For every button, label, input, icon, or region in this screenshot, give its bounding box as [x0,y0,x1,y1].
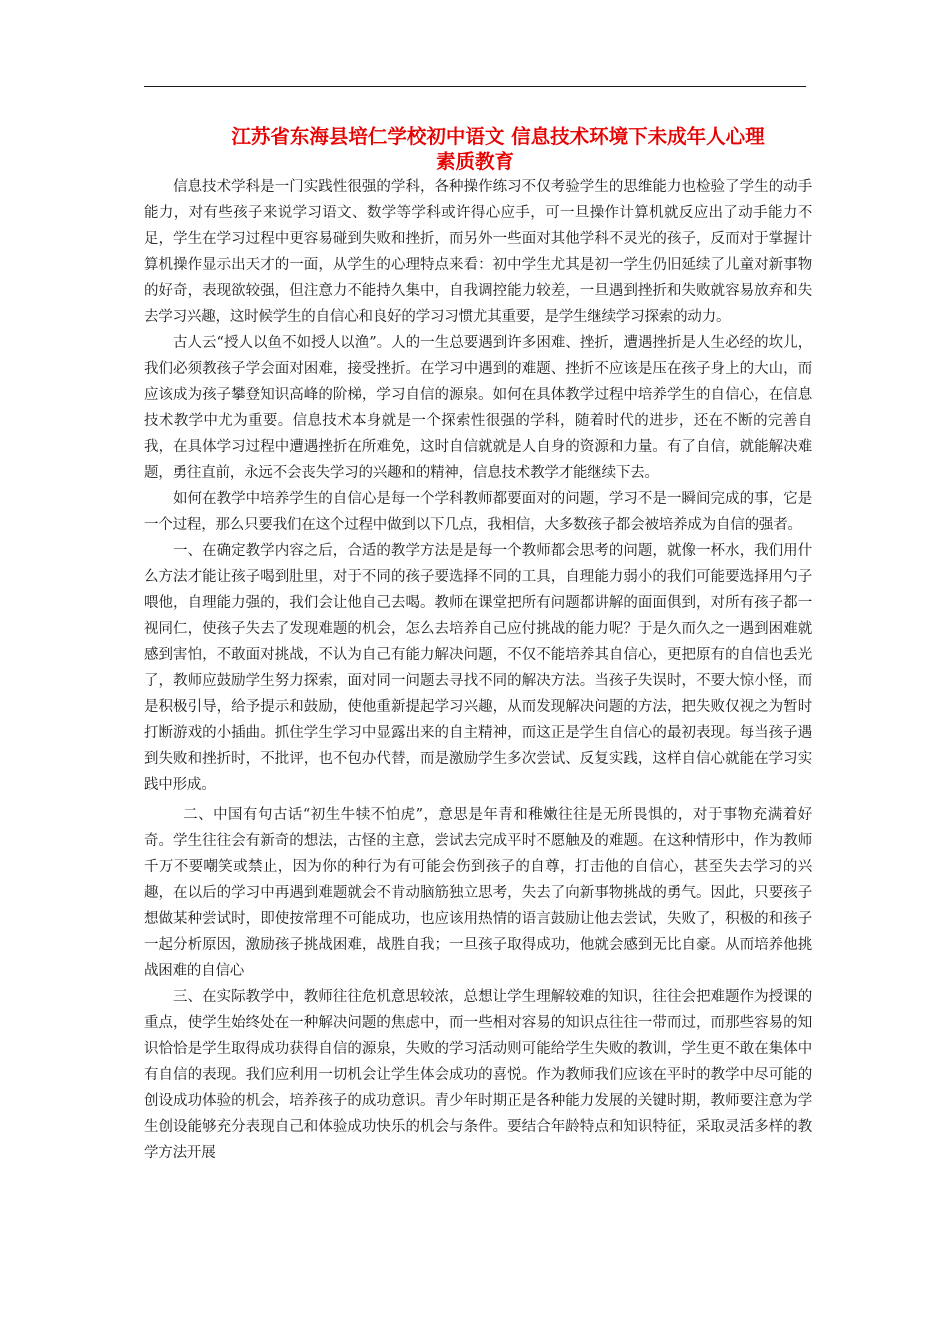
title-line-2: 素质教育 [435,150,514,173]
title-line-1: 江苏省东海县培仁学校初中语文 信息技术环境下未成年人心理 [231,125,765,148]
paragraph-point-one: 一、在确定教学内容之后，合适的教学方法是是每一个教师都会思考的问题，就像一杯水，我们用什么方法才能让孩子喝到肚里，对于不同的孩子要选择不同的工具，自理能力弱小的我们可能要选择用勺子喂他，自理能力强的，我们会让他自己去喝。教师在课堂把所有问题都讲解的面面俱到，对所有孩子都一视同仁，使孩子失去了发现难题的机会，怎么去培养自己应付挑战的能力呢？于是久而久之一遇到困难就感到害怕，不敢面对挑战，不认为自己有能力解决问题，不仅不能培养其自信心，更把原有的自信也丢光了，教师应鼓励学生努力探索，面对同一问题去寻找不同的解决方法。当孩子失误时，不要大惊小怪，而是积极引导，给予提示和鼓励，使他重新提起学习兴趣，从而发现解决问题的方法，把失败仅视之为暂时打断游戏的小插曲。抓住学生学习中显露出来的自主精神，而这正是学生自信心的最初表现。每当孩子遇到失败和挫折时，不批评，也不包办代替，而是激励学生多次尝试、反复实践，这样自信心就能在学习实践中形成。 [144,543,812,793]
paragraph-point-two: 二、中国有句古话“初生牛犊不怕虎”，意思是年青和稚嫩往往是无所畏惧的，对于事物充满着好奇。学生往往会有新奇的想法，古怪的主意，尝试去完成平时不愿触及的难题。在这种情形中，作为教师千万不要嘲笑或禁止，因为你的种行为有可能会伤到孩子的自尊，打击他的自信心，甚至失去学习的兴趣，在以后的学习中再遇到难题就会不肯动脑筋独立思考，失去了向新事物挑战的勇气。因此，只要孩子想做某种尝试时，即使按常理不可能成功，也应该用热情的语言鼓励让他去尝试，失败了，积极的和孩子一起分析原因，激励孩子挑战困难，战胜自我；一旦孩子取得成功，他就会感到无比自豪。从而培养他挑战困难的自信心 [144,807,812,979]
document-body [144,174,812,1166]
paragraph-intro: 信息技术学科是一门实践性很强的学科，各种操作练习不仅考验学生的思维能力也检验了学生的动手能力，对有些孩子来说学习语文、数学等学科或许得心应手，可一旦操作计算机就反应出了动手能力不足，学生在学习过程中更容易碰到失败和挫折，而另外一些面对其他学科不灵光的孩子，反而对于掌握计算机操作显示出天才的一面，从学生的心理特点来看：初中学生尤其是初一学生仍旧延续了儿童对新事物的好奇，表现欲较强，但注意力不能持久集中，自我调控能力较差，一旦遇到挫折和失败就容易放弃和失去学习兴趣，这时候学生的自信心和良好的学习习惯尤其重要，是学生继续学习探索的动力。 [144,179,812,325]
paragraph-proverb: 古人云“授人以鱼不如授人以渔”。人的一生总要遇到许多困难、挫折，遭遇挫折是人生必经的坎儿，我们必须教孩子学会面对困难，接受挫折。在学习中遇到的难题、挫折不应该是压在孩子身上的大山，而应该成为孩子攀登知识高峰的阶梯，学习自信的源泉。如何在具体教学过程中培养学生的自信心，在信息技术教学中尤为重要。信息技术本身就是一个探索性很强的学科，随着时代的进步，还在不断的完善自我，在具体学习过程中遭遇挫折在所难免，这时自信就就是人自身的资源和力量。有了自信，就能解决难题，勇往直前，永远不会丧失学习的兴趣和的精神，信息技术教学才能继续下去。 [144,335,812,481]
paragraph-question: 如何在教学中培养学生的自信心是每一个学科教师都要面对的问题，学习不是一瞬间完成的事，它是一个过程，那么只要我们在这个过程中做到以下几点，我相信，大多数孩子都会被培养成为自信的强者。 [144,491,812,533]
document-title [144,124,806,174]
paragraph-point-three: 三、在实际教学中，教师往往危机意思较浓，总想让学生理解较难的知识，往往会把难题作为授课的重点，使学生始终处在一种解决问题的焦虑中，而一些相对容易的知识点往往一带而过，而那些容易的知识恰恰是学生取得成功获得自信的源泉，失败的学习活动则可能给学生失败的教训，学生更不敢在集体中有自信的表现。我们应利用一切机会让学生体会成功的喜悦。作为教师我们应该在平时的教学中尽可能的创设成功体验的机会，培养孩子的成功意识。青少年时期正是各种能力发展的关键时期，教师要注意为学生创设能够充分表现自己和体验成功快乐的机会与条件。要结合年龄特点和知识特征，采取灵活多样的教学方法开展 [144,989,812,1161]
header-rule [144,86,806,87]
